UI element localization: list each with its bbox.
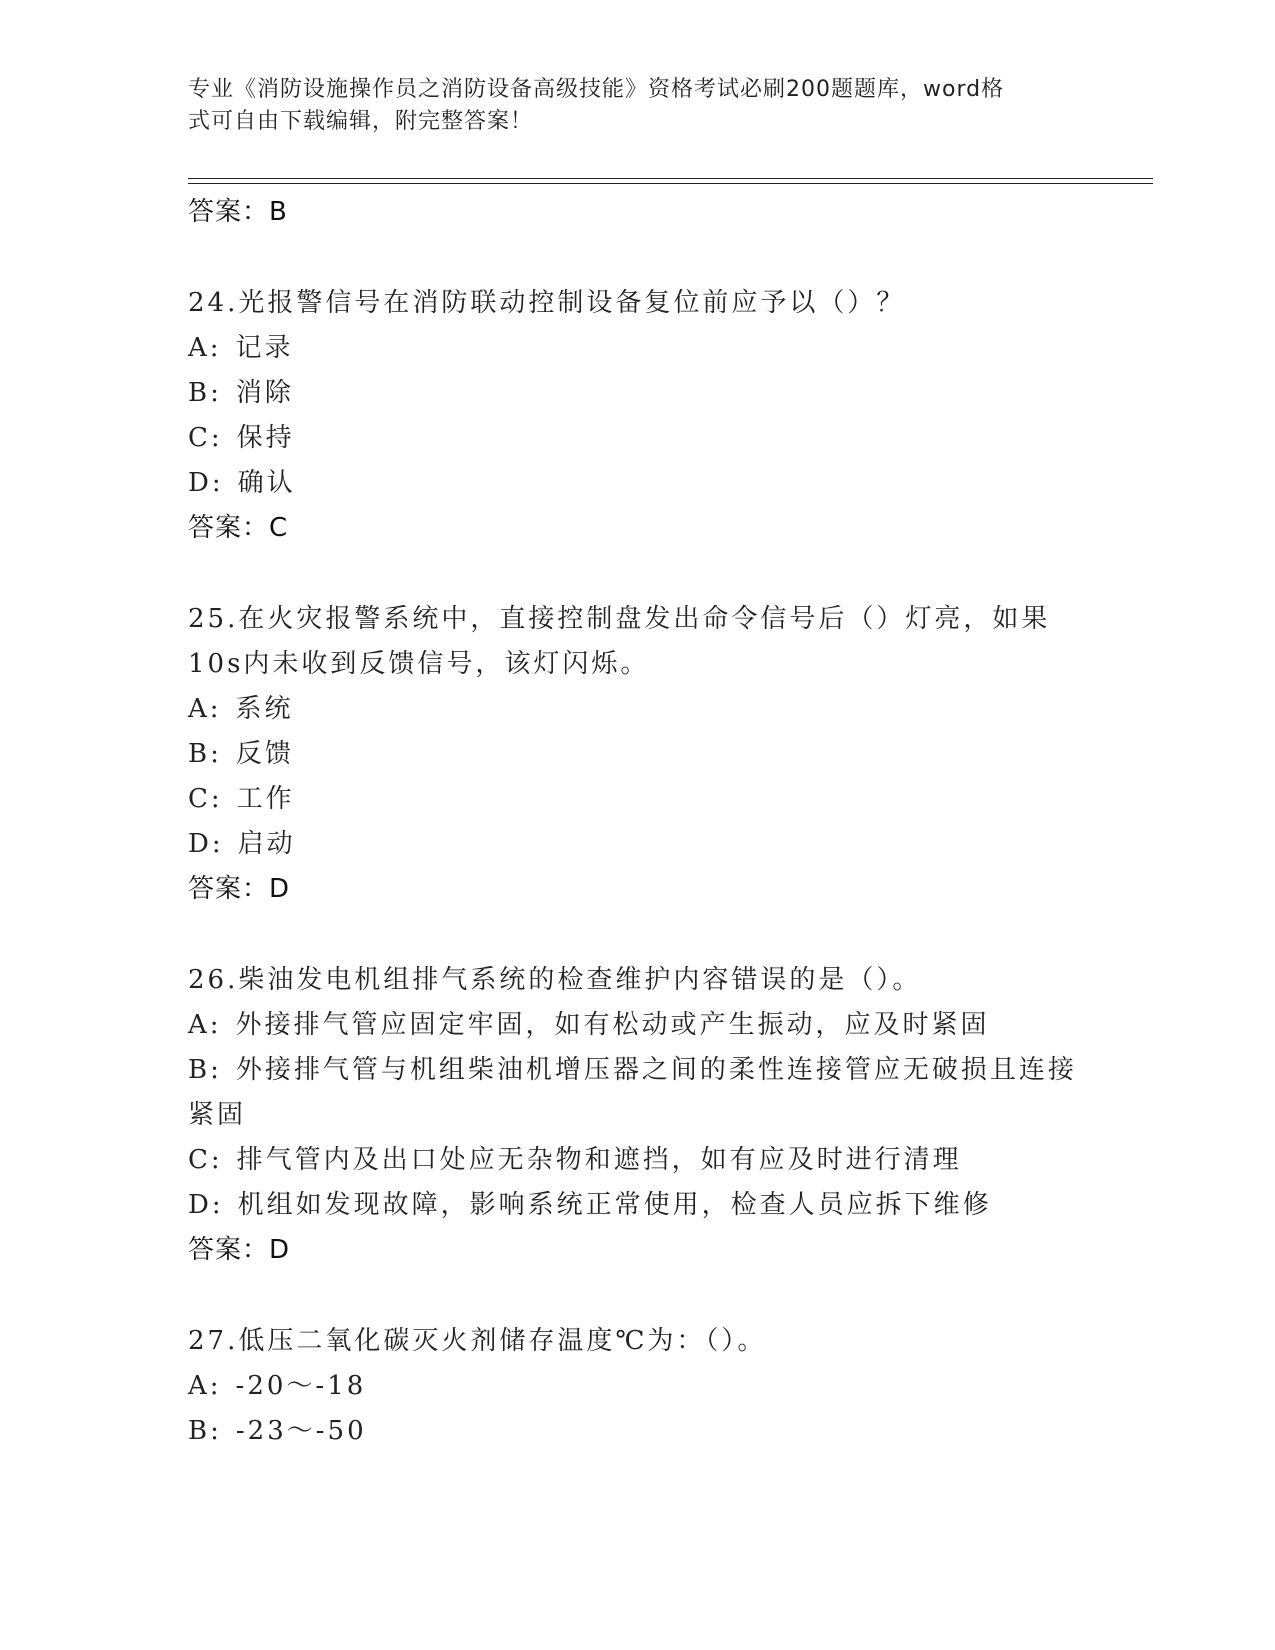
option-text: 确认 <box>237 468 296 498</box>
option-text: 排气管内及出口处应无杂物和遮挡，如有应及时进行清理 <box>236 1145 962 1175</box>
header-rule-top <box>188 178 1153 179</box>
question-26 <box>188 958 1148 1273</box>
question-26-option-d <box>188 1183 1148 1228</box>
question-24-text: 24.光报警信号在消防联动控制设备复位前应予以（）？ <box>188 288 906 318</box>
question-27-option-b <box>188 1409 1148 1454</box>
question-26-option-b <box>188 1048 1148 1093</box>
question-25 <box>188 597 1148 912</box>
question-27-text: 27.低压二氧化碳灭火剂储存温度℃为：（）。 <box>188 1326 767 1356</box>
spacer <box>188 235 1148 281</box>
option-text: 工作 <box>236 784 295 814</box>
question-27-option-a <box>188 1364 1148 1409</box>
question-24-option-b <box>188 371 1148 416</box>
question-26-option-a <box>188 1003 1148 1048</box>
option-text: 保持 <box>236 423 295 453</box>
question-24-option-c <box>188 416 1148 461</box>
spacer <box>188 1273 1148 1319</box>
option-key: D: <box>188 1190 224 1220</box>
answer-24: 答案：C <box>188 513 289 543</box>
option-text: 外接排气管与机组柴油机增压器之间的柔性连接管应无破损且连接 <box>235 1055 1077 1085</box>
option-key: D: <box>188 829 224 859</box>
question-25-text-line-2: 10s内未收到反馈信号，该灯闪烁。 <box>188 649 650 679</box>
option-text: 系统 <box>235 694 294 724</box>
document-header <box>188 74 1088 138</box>
option-key: A: <box>188 1010 222 1040</box>
option-key: A: <box>188 333 222 363</box>
header-rule-bottom <box>188 183 1153 184</box>
option-key: B: <box>188 1416 222 1446</box>
header-line-2: 式可自由下载编辑，附完整答案！ <box>188 109 534 134</box>
question-27 <box>188 1319 1148 1454</box>
question-26-option-c <box>188 1138 1148 1183</box>
question-25-option-b <box>188 732 1148 777</box>
question-26-text: 26.柴油发电机组排气系统的检查维护内容错误的是（）。 <box>188 965 922 995</box>
option-key: B: <box>188 378 222 408</box>
answer-23: 答案：B <box>188 197 288 227</box>
option-text: 消除 <box>235 378 294 408</box>
spacer <box>188 551 1148 597</box>
document-body <box>188 190 1148 1454</box>
question-25-option-a <box>188 687 1148 732</box>
header-line-1: 专业《消防设施操作员之消防设备高级技能》资格考试必刷200题题库，word格 <box>188 77 1005 102</box>
option-text: -20～-18 <box>235 1371 367 1401</box>
option-key: D: <box>188 468 224 498</box>
question-24-option-d <box>188 461 1148 506</box>
option-key: C: <box>188 423 223 453</box>
answer-25: 答案：D <box>188 874 291 904</box>
answer-26: 答案：D <box>188 1235 291 1265</box>
option-key: A: <box>188 694 222 724</box>
option-text: 记录 <box>235 333 294 363</box>
spacer <box>188 912 1148 958</box>
option-text: 外接排气管应固定牢固，如有松动或产生振动，应及时紧固 <box>235 1010 990 1040</box>
option-text: 机组如发现故障，影响系统正常使用，检查人员应拆下维修 <box>237 1190 992 1220</box>
question-24-option-a <box>188 326 1148 371</box>
question-25-text-line-1: 25.在火灾报警系统中，直接控制盘发出命令信号后（）灯亮，如果 <box>188 604 1051 634</box>
question-25-option-c <box>188 777 1148 822</box>
option-text: 启动 <box>237 829 296 859</box>
option-text: 反馈 <box>235 739 294 769</box>
option-key: B: <box>188 739 222 769</box>
question-24 <box>188 281 1148 551</box>
option-key: C: <box>188 784 223 814</box>
option-text: -23～-50 <box>235 1416 367 1446</box>
option-key: A: <box>188 1371 222 1401</box>
question-26-option-b-continued: 紧固 <box>188 1100 247 1130</box>
option-key: C: <box>188 1145 223 1175</box>
option-key: B: <box>188 1055 222 1085</box>
question-25-option-d <box>188 822 1148 867</box>
